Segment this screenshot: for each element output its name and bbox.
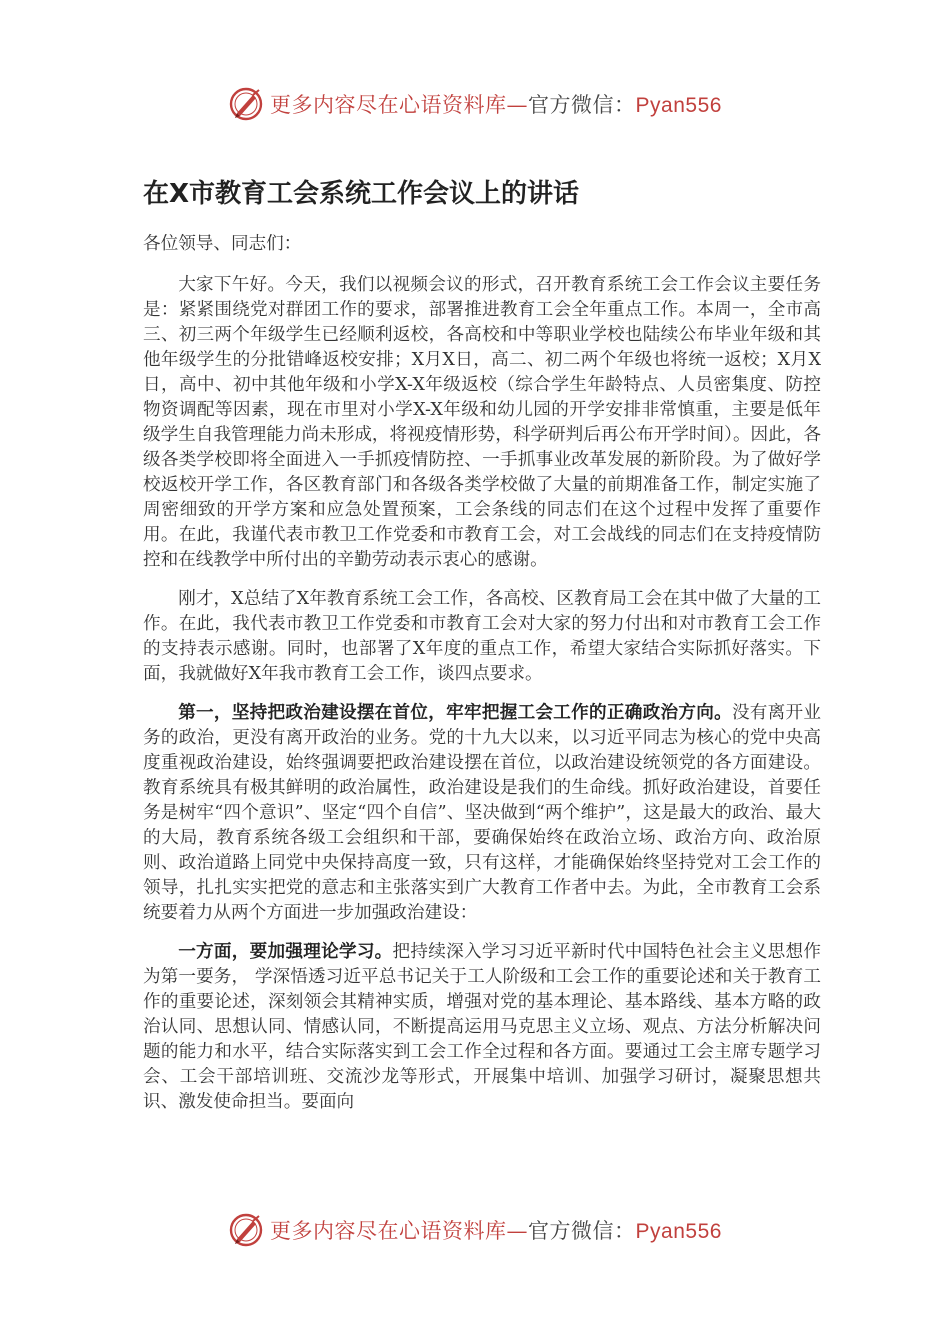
watermark-text [270,1215,722,1245]
paragraph-4 [143,939,821,1115]
pen-logo-icon [228,1212,264,1248]
watermark-wechat-id: Pyan556 [635,94,722,117]
watermark-official-label: 官方微信： [528,93,636,117]
document-body [143,232,821,1128]
watermark-brand: 更多内容尽在心语资料库 [270,1219,507,1243]
paragraph-1 [143,272,821,573]
paragraph-3-lead: 第一，坚持把政治建设摆在首位，牢牢把握工会工作的正确政治方向。 [178,702,732,723]
paragraph-2-text: 刚才，X总结了X年教育系统工会工作，各高校、区教育局工会在其中做了大量的工作。在此，我代表市教卫工作党委和市教育工会对大家的努力付出和对市教育工会工作的支持表示感谢。同时，也部署了X年度的重点工作，希望大家结合实际抓好落实。下面，我就做好X年我市教育工会工作，谈四点要求。 [143,589,821,684]
paragraph-4-lead: 一方面，要加强理论学习。 [178,941,393,962]
paragraph-3 [143,700,821,926]
watermark-footer [0,1210,950,1250]
watermark-text [270,89,722,119]
paragraph-3-text: 没有离开业务的政治，更没有离开政治的业务。党的十九大以来，以习近平同志为核心的党中央高度重视政治建设，始终强调要把政治建设摆在首位，以政治建设统领党的各方面建设。教育系统具有极其鲜明的政治属性，政治建设是我们的生命线。抓好政治建设，首要任务是树牢“四个意识”、坚定“四个自信”、坚决做到“两个维护”，这是最大的政治、最大的大局，教育系统各级工会组织和干部，要确保始终在政治立场、政治方向、政治原则、政治道路上同党中央保持高度一致，只有这样，才能确保始终坚持党对工会工作的领导，扎扎实实把党的意志和主张落实到广大教育工作者中去。为此，全市教育工会系统要着力从两个方面进一步加强政治建设： [143,703,821,923]
paragraph-4-text: 把持续深入学习习近平新时代中国特色社会主义思想作为第一要务， 学深悟透习近平总书记关于工人阶级和工会工作的重要论述和关于教育工作的重要论述，深刻领会其精神实质，增强对党的基本理论、基本路线、基本方略的政治认同、思想认同、情感认同，不断提高运用马克思主义立场、观点、方法分析解决问题的能力和水平，结合实际落实到工会工作全过程和各方面。要通过工会主席专题学习会、工会干部培训班、交流沙龙等形式，开展集中培训、加强学习研讨，凝聚思想共识、激发使命担当。要面向 [143,942,821,1112]
watermark-official-label: 官方微信： [528,1219,636,1243]
watermark-dash: — [506,93,529,117]
pen-logo-icon [228,86,264,122]
document-title: 在X市教育工会系统工作会议上的讲话 [143,179,580,209]
watermark-wechat-id: Pyan556 [635,1220,722,1243]
paragraph-2 [143,586,821,687]
watermark-brand: 更多内容尽在心语资料库 [270,93,507,117]
watermark-header [0,84,950,124]
paragraph-1-text: 大家下午好。今天，我们以视频会议的形式，召开教育系统工会工作会议主要任务是：紧紧围绕党对群团工作的要求，部署推进教育工会全年重点工作。本周一，全市高三、初三两个年级学生已经顺利返校，各高校和中等职业学校也陆续公布毕业年级和其他年级学生的分批错峰返校安排；X月X日，高二、初二两个年级也将统一返校；X月X日，高中、初中其他年级和小学X-X年级返校（综合学生年龄特点、人员密集度、防控物资调配等因素，现在市里对小学X-X年级和幼儿园的开学安排非常慎重，主要是低年级学生自我管理能力尚未形成，将视疫情形势，科学研判后再公布开学时间）。因此，各级各类学校即将全面进入一手抓疫情防控、一手抓事业改革发展的新阶段。为了做好学校返校开学工作，各区教育部门和各级各类学校做了大量的前期准备工作，制定实施了周密细致的开学方案和应急处置预案，工会条线的同志们在这个过程中发挥了重要作用。在此，我谨代表市教卫工作党委和市教育工会，对工会战线的同志们在支持疫情防控和在线教学中所付出的辛勤劳动表示衷心的感谢。 [143,275,821,570]
watermark-dash: — [506,1219,529,1243]
salutation: 各位领导、同志们： [143,234,302,254]
